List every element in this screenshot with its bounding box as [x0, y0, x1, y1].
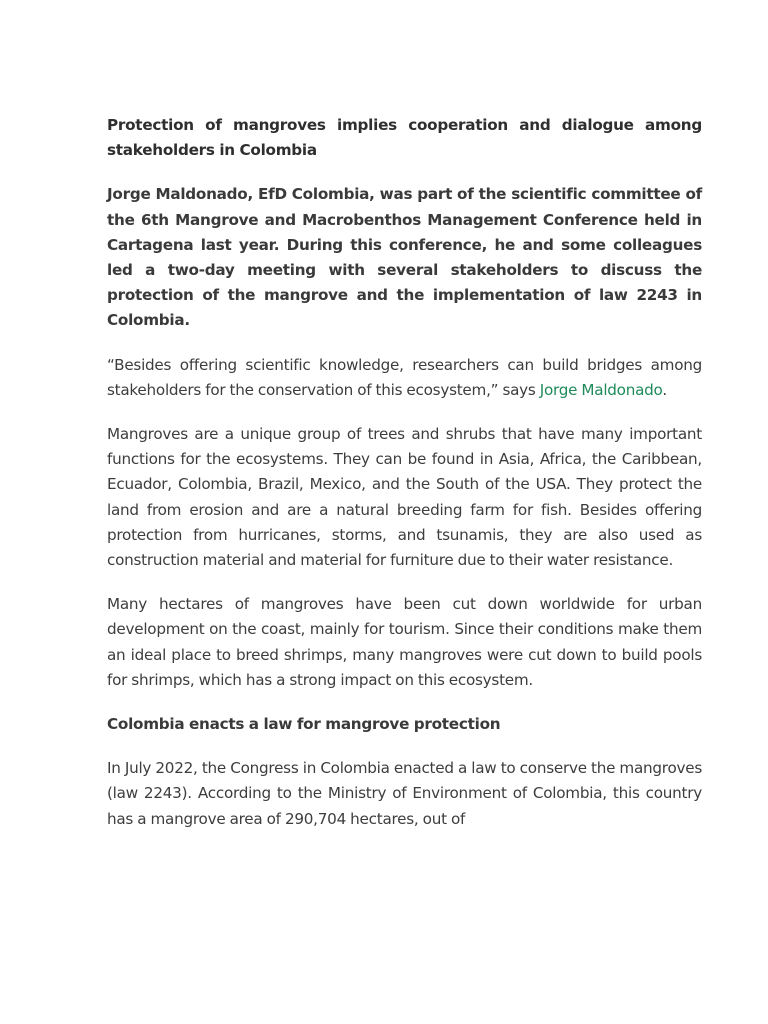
body-paragraph-law: In July 2022, the Congress in Colombia enacted a law to conserve the mangroves (law 2243). According to the Ministry of Environment of Colombia, this country has a mangrove area of 290,704 hectares, out of — [107, 759, 702, 828]
article-lead-paragraph: Jorge Maldonado, EfD Colombia, was part of the scientific committee of the 6th Mangrove and Macrobenthos Management Conference held in Cartagena last year. During this conference, he and some colleagues led a two-day meeting with several stakeholders to discuss the protection of the mangrove and the implementation of law 2243 in Colombia. — [107, 185, 702, 330]
jorge-maldonado-link[interactable]: Jorge Maldonado — [539, 380, 663, 399]
quote-text: “Besides offering scientific knowledge, researchers can build bridges among stakeholders for the conservation of this ecosystem,” says — [107, 355, 702, 399]
quote-end: . — [662, 380, 667, 399]
body-paragraph-deforestation: Many hectares of mangroves have been cut down worldwide for urban development on the coast, mainly for tourism. Since their conditions make them an ideal place to breed shrimps, many mangroves were cut down to build pools for shrimps, which has a strong impact on this ecosystem. — [107, 595, 702, 689]
article-title: Protection of mangroves implies cooperation and dialogue among stakeholders in Colombia — [107, 116, 702, 160]
quote-paragraph — [107, 353, 702, 403]
section-subheading: Colombia enacts a law for mangrove protection — [107, 715, 501, 734]
document-page — [107, 113, 702, 851]
body-paragraph-mangroves: Mangroves are a unique group of trees and shrubs that have many important functions for the ecosystems. They can be found in Asia, Africa, the Caribbean, Ecuador, Colombia, Brazil, Mexico, and the South of the USA. They protect the land from erosion and are a natural breeding farm for fish. Besides offering protection from hurricanes, storms, and tsunamis, they are also used as construction material and material for furniture due to their water resistance. — [107, 425, 702, 570]
